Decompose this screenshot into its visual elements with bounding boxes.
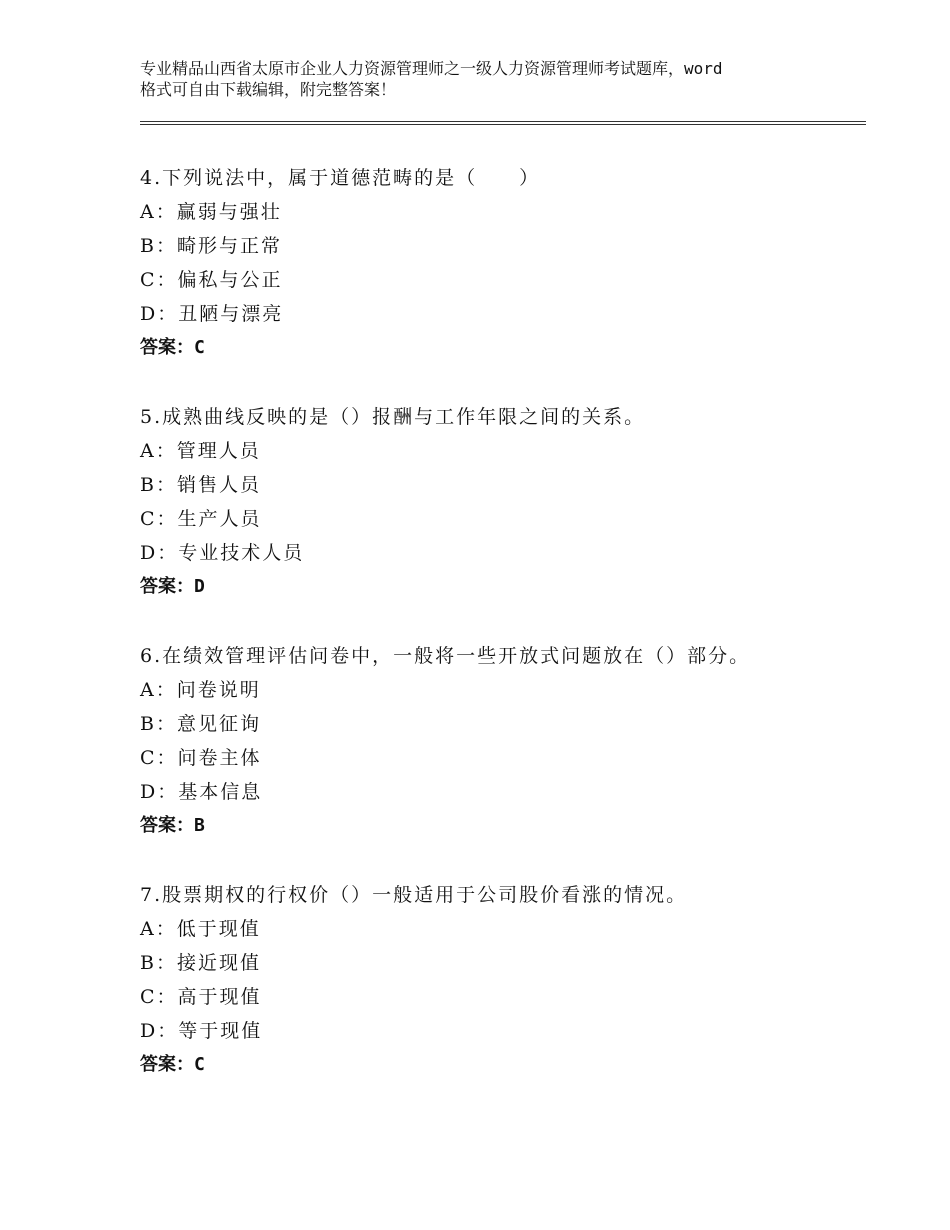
header-divider-top bbox=[140, 121, 866, 122]
option-b: B：接近现值 bbox=[140, 952, 261, 974]
answer-line: 答案：C bbox=[140, 337, 205, 358]
option-a: A：赢弱与强壮 bbox=[140, 201, 282, 223]
option-a: A：管理人员 bbox=[140, 440, 261, 462]
option-b: B：畸形与正常 bbox=[140, 235, 282, 257]
question-block-6 bbox=[140, 639, 860, 843]
answer-line: 答案：B bbox=[140, 815, 205, 836]
option-d: D：等于现值 bbox=[140, 1020, 263, 1042]
question-block-5 bbox=[140, 400, 860, 604]
header-title-line-2: 格式可自由下载编辑，附完整答案！ bbox=[140, 80, 397, 99]
question-block-7 bbox=[140, 878, 860, 1082]
question-stem: 4.下列说法中，属于道德范畴的是（ ） bbox=[140, 167, 541, 189]
question-block-4 bbox=[140, 161, 860, 365]
option-b: B：意见征询 bbox=[140, 713, 261, 735]
option-c: C：高于现值 bbox=[140, 986, 262, 1008]
question-stem: 5.成熟曲线反映的是（）报酬与工作年限之间的关系。 bbox=[140, 406, 646, 428]
question-stem: 6.在绩效管理评估问卷中，一般将一些开放式问题放在（）部分。 bbox=[140, 645, 751, 667]
header-title-line-1: 专业精品山西省太原市企业人力资源管理师之一级人力资源管理师考试题库，word bbox=[140, 59, 723, 78]
header-divider-bottom bbox=[140, 124, 866, 125]
option-a: A：低于现值 bbox=[140, 918, 261, 940]
question-stem: 7.股票期权的行权价（）一般适用于公司股价看涨的情况。 bbox=[140, 884, 688, 906]
option-d: D：丑陋与漂亮 bbox=[140, 303, 284, 325]
option-d: D：基本信息 bbox=[140, 781, 263, 803]
option-b: B：销售人员 bbox=[140, 474, 261, 496]
option-c: C：问卷主体 bbox=[140, 747, 262, 769]
option-d: D：专业技术人员 bbox=[140, 542, 305, 564]
document-header bbox=[140, 58, 840, 100]
answer-line: 答案：C bbox=[140, 1054, 205, 1075]
option-c: C：偏私与公正 bbox=[140, 269, 283, 291]
answer-line: 答案：D bbox=[140, 576, 205, 597]
option-c: C：生产人员 bbox=[140, 508, 262, 530]
option-a: A：问卷说明 bbox=[140, 679, 261, 701]
